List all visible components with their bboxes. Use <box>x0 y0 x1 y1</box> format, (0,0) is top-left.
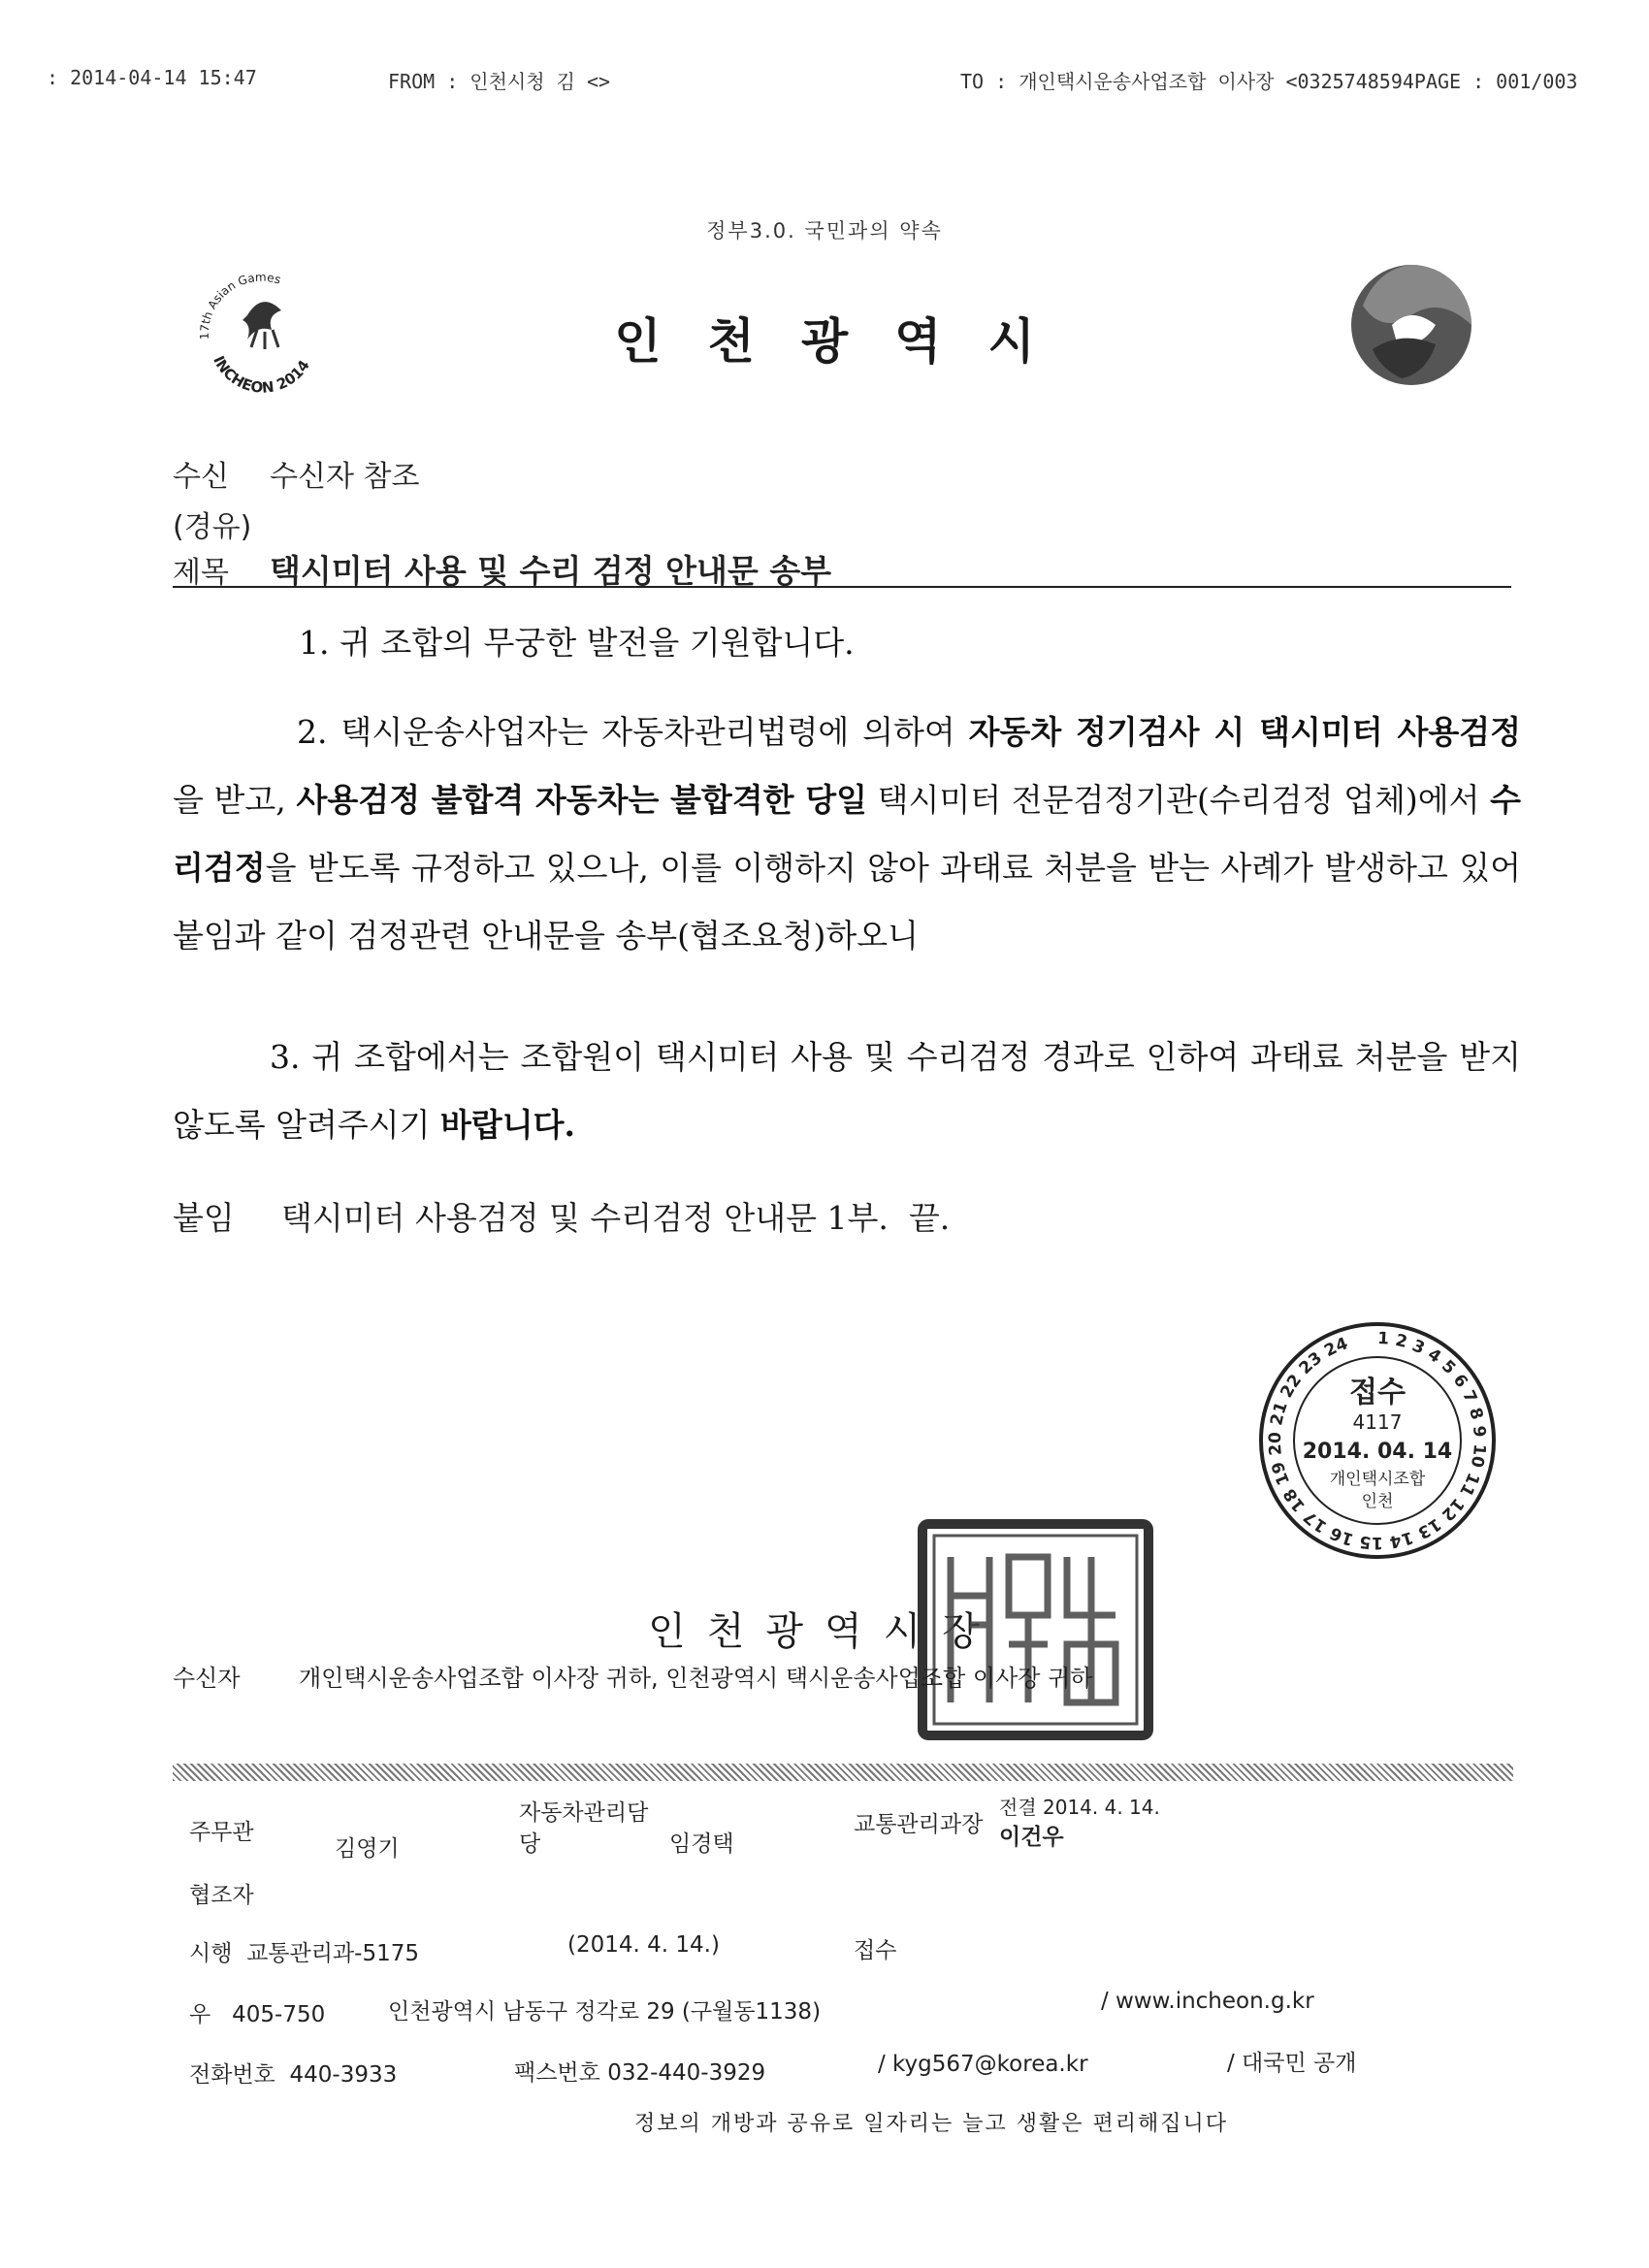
emblem-bottom-text: INCHEON 2014 <box>210 353 313 397</box>
stamp-org: 개인택시조합 <box>1329 1470 1426 1489</box>
attachment-text: 택시미터 사용검정 및 수리검정 안내문 1부. <box>281 1199 889 1237</box>
email-link[interactable]: / kyg567@korea.kr <box>878 2052 1088 2077</box>
cooperator-label: 협조자 <box>189 1883 254 1908</box>
approver-label: 교통관리과장 <box>854 1812 984 1837</box>
drafter-label: 주무관 <box>189 1820 254 1845</box>
p3-text-a: 귀 조합에서는 조합원이 택시미터 사용 및 수리검정 경과로 인하여 과태료 처분을 받지 않도록 알려주시기 <box>173 1038 1521 1144</box>
recipient-row <box>173 452 419 495</box>
subject-row <box>173 546 831 592</box>
organization-title: 인천광역시 <box>614 313 1082 370</box>
stamp-ring-numbers: 1 2 3 4 5 6 7 8 9 10 11 12 13 14 15 16 17 18 19 20 21 22 23 24 <box>1265 1328 1490 1553</box>
subject-label: 제목 <box>173 556 229 590</box>
phone-row <box>189 2057 397 2089</box>
p2-text-g: 을 받도록 규정하고 있으나, 이를 이행하지 않아 과태료 처분을 받는 사례가 발생하고 있어 붙임과 같이 검정관련 안내문을 송부(협조요청)하오니 <box>173 849 1521 955</box>
stamp-city: 인천 <box>1361 1492 1394 1511</box>
closing-slogan: 정보의 개방과 공유로 일자리는 늘고 생활은 편리해집니다 <box>633 2112 1228 2136</box>
recipients-row <box>173 1659 1092 1693</box>
stamp-date: 2014. 04. 14 <box>1302 1440 1453 1464</box>
fax-to: TO : 개인택시운송사업조합 이사장 <0325748594PAGE : 001/003 <box>960 70 1578 93</box>
p2-bold-b: 자동차 정기검사 시 택시미터 사용검정 <box>968 713 1521 751</box>
approver-name: 이건우 <box>999 1825 1064 1850</box>
phone-label: 전화번호 <box>189 2062 275 2088</box>
reviewer-label-1: 자동차관리담 <box>519 1800 649 1826</box>
p2-bold-f: 수리검정 <box>173 781 1522 887</box>
postal-row <box>189 1996 325 2028</box>
phone-number: 440-3933 <box>289 2062 398 2088</box>
p2-text-a: 택시운송사업자는 자동차관리법령에 의하여 <box>340 713 969 751</box>
drafter-name: 김영기 <box>335 1836 400 1862</box>
postal-code: 405-750 <box>232 2002 326 2027</box>
issue-date: (2014. 4. 14.) <box>567 1932 720 1958</box>
fax-label: 팩스번호 <box>514 2060 600 2086</box>
postal-label: 우 <box>189 2002 211 2027</box>
via-label: (경유) <box>173 510 252 544</box>
slogan: 정부3.0. 국민과의 약속 <box>706 219 943 243</box>
reviewer-label-2: 당 <box>519 1831 541 1857</box>
paragraph-3 <box>173 1023 1521 1159</box>
approver-note: 전결 2014. 4. 14. <box>999 1796 1160 1819</box>
recipient-label: 수신 <box>173 460 229 494</box>
attachment-label: 붙임 <box>173 1199 235 1237</box>
receipt-label: 접수 <box>854 1938 897 1963</box>
emblem-arc-text: 17th Asian Games <box>197 270 283 340</box>
attachment-end: 끝. <box>908 1199 951 1237</box>
p2-bold-d: 사용검정 불합격 자동차는 불합격한 당일 <box>296 781 867 819</box>
fax-timestamp: : 2014-04-14 15:47 <box>47 66 257 89</box>
recipient-value: 수신자 참조 <box>270 460 420 494</box>
issue-label: 시행 <box>189 1941 233 1966</box>
recipients-value: 개인택시운송사업조합 이사장 귀하, 인천광역시 택시운송사업조합 이사장 귀하 <box>299 1665 1093 1692</box>
reviewer-name: 임경택 <box>669 1831 734 1857</box>
stamp-label: 접수 <box>1349 1376 1406 1409</box>
issue-ref: 교통관리과-5175 <box>246 1941 419 1966</box>
paragraph-3-num: 3. <box>270 1038 301 1076</box>
p3-bold-b: 바랍니다. <box>440 1106 576 1144</box>
paragraph-1: 1. 귀 조합의 무궁한 발전을 기원합니다. <box>299 624 855 662</box>
p2-text-e: 택시미터 전문검정기관(수리검정 업체)에서 <box>866 781 1491 819</box>
disclosure-status: / 대국민 공개 <box>1227 2051 1357 2076</box>
paragraph-2-num: 2. <box>297 713 328 751</box>
attachment-line <box>173 1193 1521 1239</box>
p2-text-c: 을 받고, <box>173 781 297 819</box>
fax-row <box>514 2055 765 2087</box>
signatory: 인천광역시장 <box>648 1609 1001 1654</box>
government-swirl-logo <box>1343 257 1479 393</box>
website-link[interactable]: / www.incheon.g.kr <box>1101 1989 1314 2014</box>
footer-divider <box>173 1764 1513 1781</box>
address: 인천광역시 남동구 정각로 29 (구월동1138) <box>388 1999 822 2025</box>
subject-divider <box>173 586 1511 588</box>
issue-row <box>189 1935 419 1967</box>
subject-value: 택시미터 사용 및 수리 검정 안내문 송부 <box>270 552 831 590</box>
receipt-stamp <box>1251 1314 1504 1567</box>
recipients-label: 수신자 <box>173 1665 241 1692</box>
fax-from: FROM : 인천시청 김 <> <box>388 70 611 93</box>
official-seal <box>917 1518 1154 1741</box>
paragraph-2 <box>173 698 1521 970</box>
fax-number: 032-440-3929 <box>607 2060 766 2086</box>
stamp-ref: 4117 <box>1352 1410 1403 1434</box>
